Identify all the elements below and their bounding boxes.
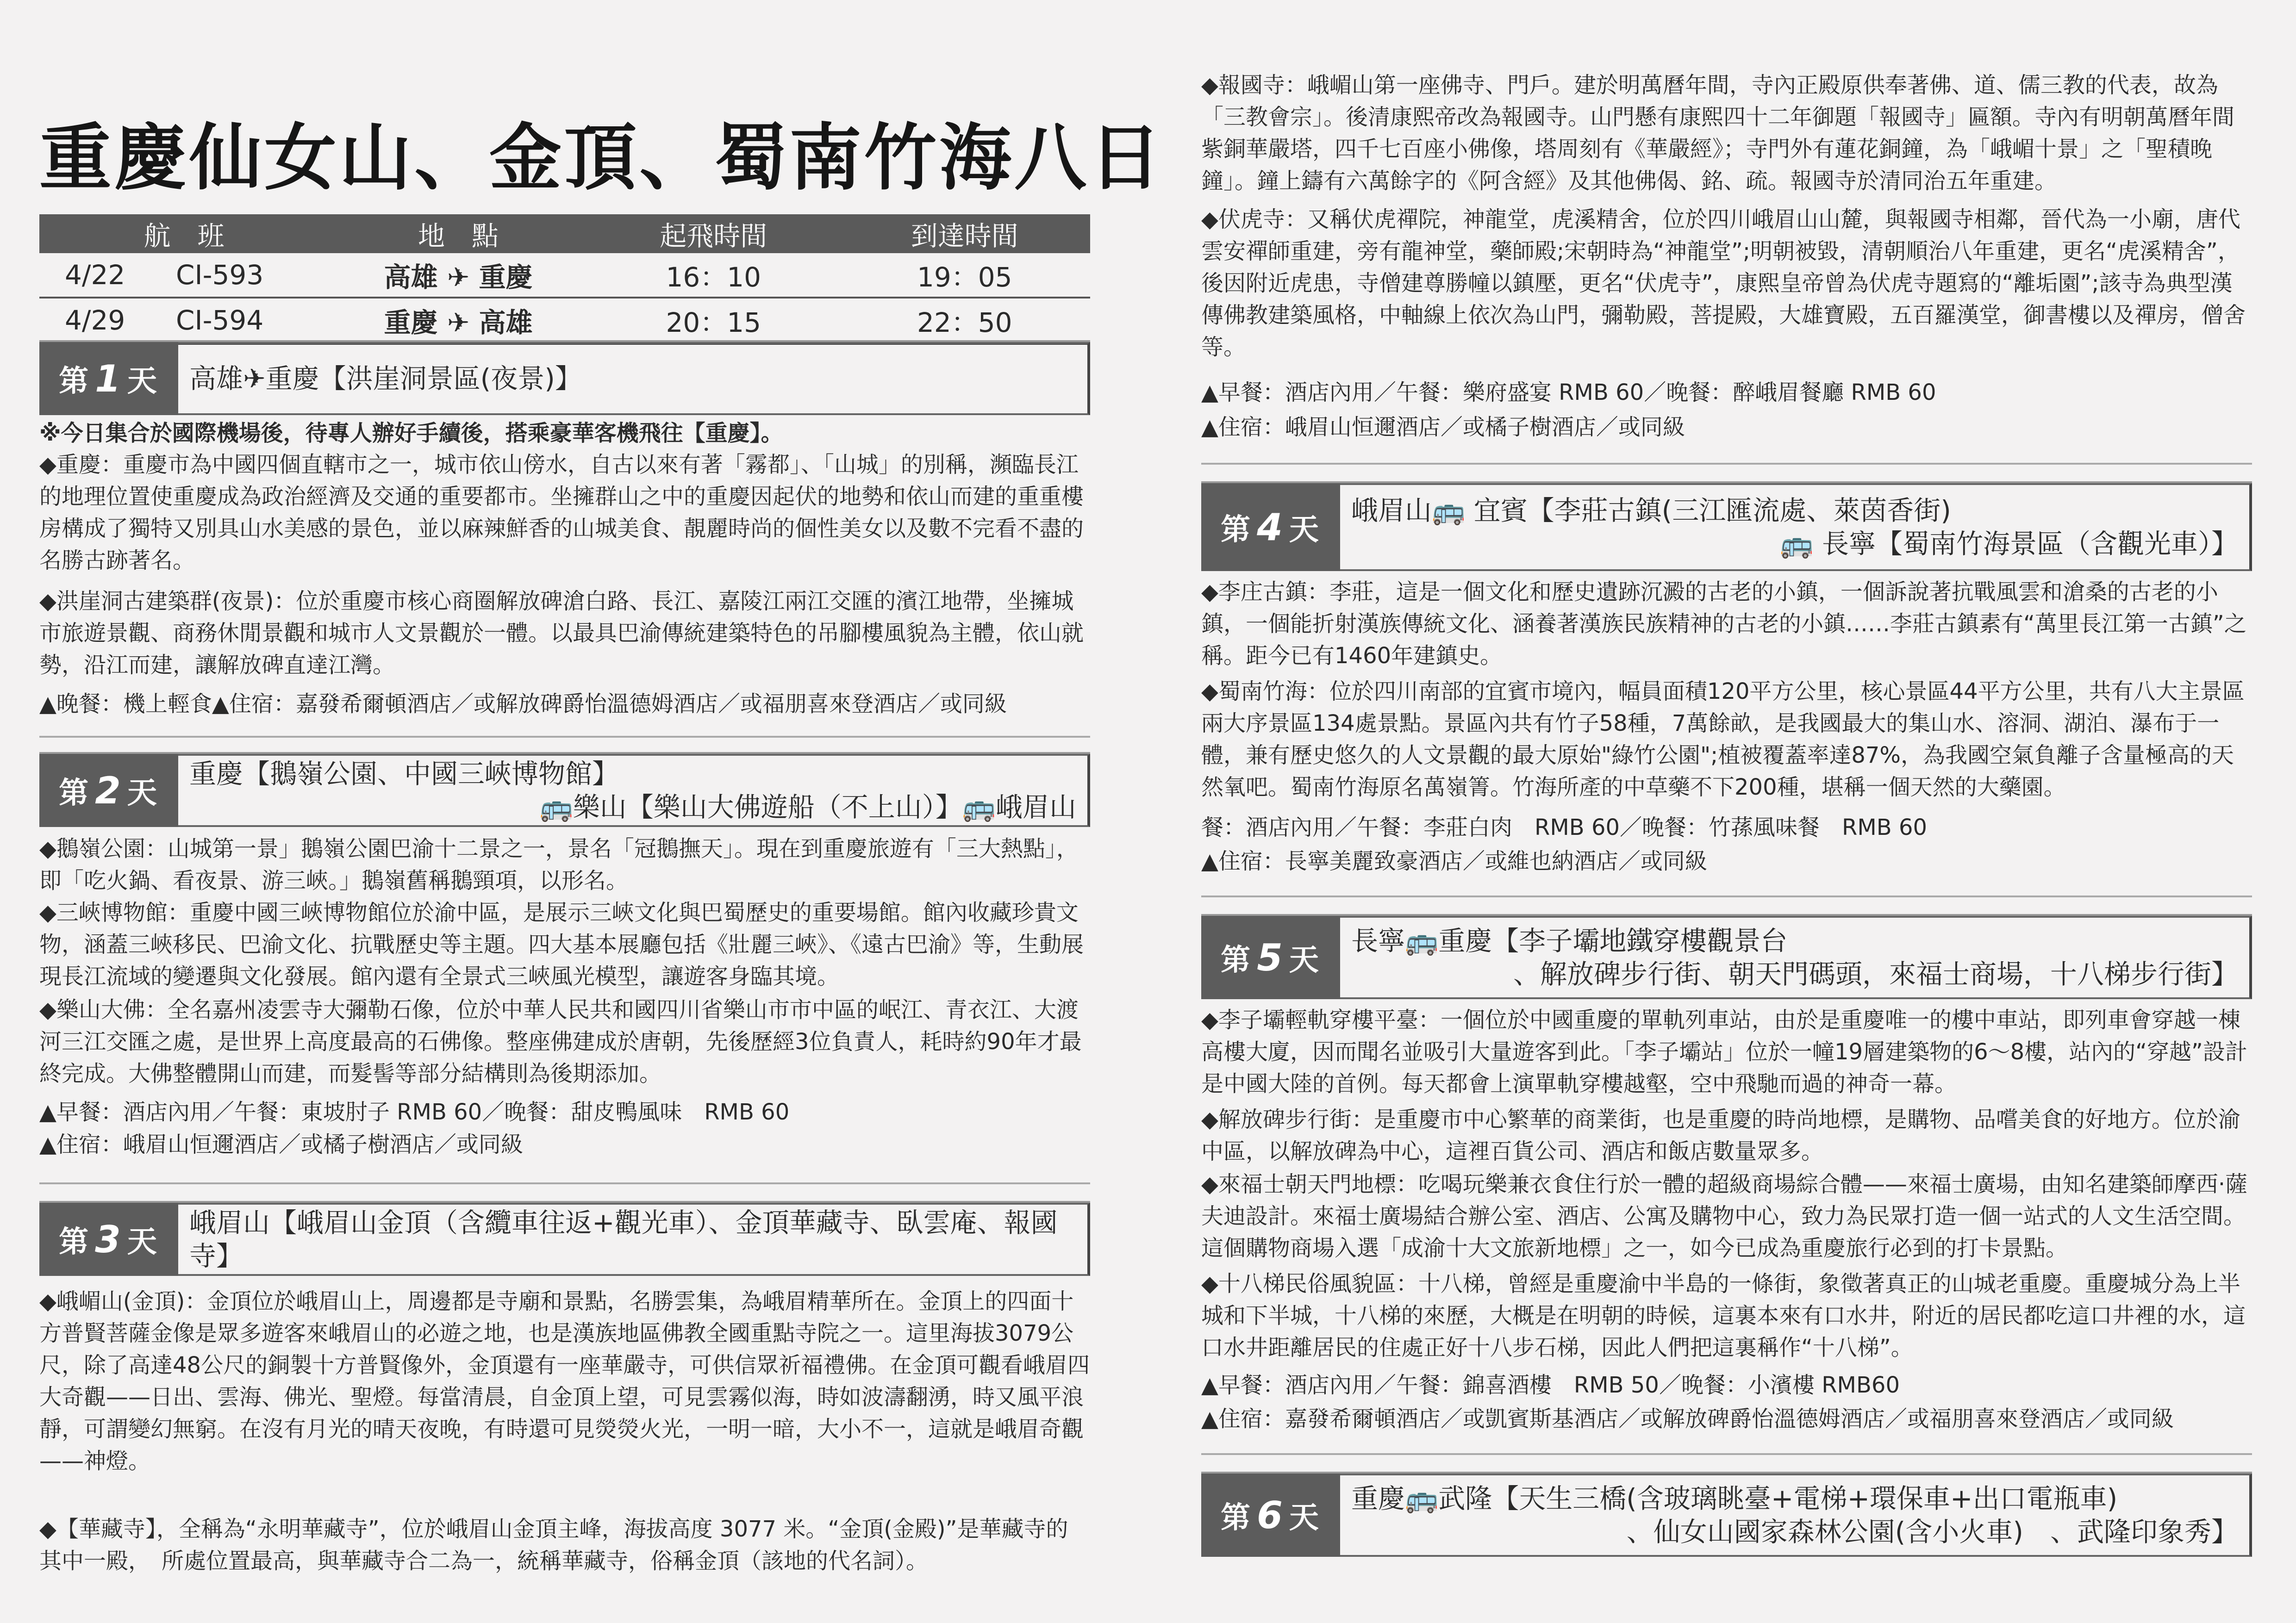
day-label-pre: 第 <box>59 1225 91 1259</box>
day-4-header <box>1201 481 2252 571</box>
day-label-pre: 第 <box>59 364 91 398</box>
day-3-header <box>39 1201 1090 1276</box>
day-label-post: 天 <box>127 364 159 398</box>
day-4-heading-line-1: 峨眉山🚌 宜賓【李莊古鎮(三江匯流處、萊茵香街) <box>1351 495 1951 526</box>
flight-row <box>39 253 1090 298</box>
day-2-heading-line-2: 🚌樂山【樂山大佛遊船（不上山）】🚌峨眉山 <box>539 791 1076 823</box>
day-5-heading <box>1340 916 2252 999</box>
route-from: 高雄 <box>384 261 438 293</box>
day-2-header <box>39 752 1090 827</box>
flight-number: CI-594 <box>176 298 329 343</box>
divider <box>1201 463 2252 465</box>
day-4-item-lizhuang: ◆李庄古鎮：李莊，這是一個文化和歷史遺跡沉澱的古老的小鎮，一個訴說著抗戰風雲和滄桑的古老的小鎮，一個能折射漢族傳統文化、涵養著漢族民族精神的古老的小鎮……李莊古鎮素有“萬里長江第一古鎮”之稱。距今已有1460年建鎮史。 <box>1201 579 2246 669</box>
day-6-heading-line-2: 、仙女山國家森林公園(含小火車) 、武隆印象秀】 <box>1626 1516 2238 1548</box>
header-departure: 起飛時間 <box>588 214 839 253</box>
header-arrival: 到達時間 <box>839 214 1091 253</box>
departure-time: 20：15 <box>588 298 839 343</box>
day-6-heading <box>1340 1474 2252 1557</box>
day-3-meals: ▲早餐：酒店內用／午餐：樂府盛宴 RMB 60／晚餐：醉峨眉餐廳 RMB 60 <box>1201 379 1936 405</box>
day-2-item-museum: ◆三峽博物館：重慶中國三峽博物館位於渝中區，是展示三峽文化與巴蜀歷史的重要場館。館內收藏珍貴文物，涵蓋三峽移民、巴渝文化、抗戰歷史等主題。四大基本展廳包括《壯麗三峽》、《遠古巴渝》等，生動展現長江流域的變遷與文化發展。館內還有全景式三峽風光模型，讓遊客身臨其境。 <box>39 900 1084 989</box>
divider <box>1201 1453 2252 1455</box>
day-1-meal-stay: ▲晚餐：機上輕食▲住宿：嘉發希爾頓酒店／或解放碑爵怡溫德姆酒店／或福朋喜來登酒店／或同級 <box>39 691 1007 717</box>
route-to: 高雄 <box>479 307 533 338</box>
day-1-heading <box>178 342 1090 415</box>
day-number: 4 <box>1257 505 1285 549</box>
day-5-heading-line-1: 長寧🚌重慶【李子壩地鐵穿樓觀景台 <box>1351 925 1788 957</box>
day-6-heading-line-1: 重慶🚌武隆【天生三橋(含玻璃眺臺+電梯+環保車+出口電瓶車) <box>1351 1483 2118 1514</box>
header-location: 地 點 <box>329 214 588 253</box>
day-2-meals: ▲早餐：酒店內用／午餐：東坡肘子 RMB 60／晚餐：甜皮鴨風味 RMB 60 <box>39 1099 790 1125</box>
page-title: 重慶仙女山、金頂、蜀南竹海八日 <box>39 116 1164 200</box>
day-6-header <box>1201 1472 2252 1557</box>
day-label-pre: 第 <box>1221 513 1253 547</box>
day-1-header <box>39 340 1090 415</box>
flight-date: 4/22 <box>39 253 176 298</box>
day-5-item-liziba: ◆李子壩輕軌穿樓平臺：一個位於中國重慶的單軌列車站，由於是重慶唯一的樓中車站，即列車會穿越一棟高樓大廈，因而聞名並吸引大量遊客到此。「李子壩站」位於一幢19層建築物的6～8樓，站內的“穿越”設計是中國大陸的首例。每天都會上演單軌穿樓越壑，空中飛馳而過的神奇一幕。 <box>1201 1007 2247 1097</box>
day-label-post: 天 <box>1289 943 1321 977</box>
day-2-heading <box>178 754 1090 827</box>
day-1-item-hongyadong: ◆洪崖洞古建築群(夜景)：位於重慶市核心商圈解放碑滄白路、長江、嘉陵江兩江交匯的濱江地帶，坐擁城市旅遊景觀、商務休閒景觀和城市人文景觀於一體。以最具巴渝傳統建築特色的吊腳樓風貌為主體，依山就勢，沿江而建，讓解放碑直達江灣。 <box>39 588 1084 678</box>
day-5-stay: ▲住宿：嘉發希爾頓酒店／或凱賓斯基酒店／或解放碑爵怡溫德姆酒店／或福朋喜來登酒店／或同級 <box>1201 1406 2174 1432</box>
flight-route <box>329 253 588 298</box>
flight-table-header <box>39 214 1090 253</box>
day-2-item-eling: ◆鵝嶺公園：山城第一景」鵝嶺公園巴渝十二景之一，景名「冠鵝撫天」。現在到重慶旅遊有「三大熱點」，即「吃火鍋、看夜景、游三峽。」鵝嶺舊稱鵝頸項，以形名。 <box>39 836 1079 894</box>
plane-icon: ✈ <box>447 307 470 338</box>
day-number: 2 <box>95 769 123 812</box>
divider <box>39 1182 1090 1184</box>
arrival-time: 22：50 <box>839 298 1091 343</box>
day-3-heading <box>178 1203 1090 1276</box>
day-4-heading <box>1340 483 2252 571</box>
day-4-stay: ▲住宿：長寧美麗致豪酒店／或維也納酒店／或同級 <box>1201 848 1707 874</box>
day-2-heading-line-1: 重慶【鵝嶺公園、中國三峽博物館】 <box>189 758 619 790</box>
flight-date: 4/29 <box>39 298 176 343</box>
day-5-item-raffles: ◆來福士朝天門地標：吃喝玩樂兼衣食住行於一體的超級商場綜合體——來福士廣場，由知名建築師摩西·薩夫迪設計。來福士廣場結合辦公室、酒店、公寓及購物中心，致力為民眾打造一個一站式的人文生活空間。這個購物商場入選「成渝十大文旅新地標」之一，如今已成為重慶旅行必到的打卡景點。 <box>1201 1171 2248 1261</box>
departure-time: 16：10 <box>588 253 839 298</box>
day-5-item-shibati: ◆十八梯民俗風貌區：十八梯，曾經是重慶渝中半島的一條街，象徵著真正的山城老重慶。重慶城分為上半城和下半城，十八梯的來歷，大概是在明朝的時候，這裏本來有口水井，附近的居民都吃這口井裡的水，這口水井距離居民的住處正好十八步石梯，因此人們把這裏稱作“十八梯”。 <box>1201 1271 2246 1361</box>
day-2-badge <box>39 754 178 827</box>
plane-icon: ✈ <box>447 261 470 293</box>
day-3-stay: ▲住宿：峨眉山恒邇酒店／或橘子樹酒店／或同級 <box>1201 414 1685 440</box>
day-2-stay: ▲住宿：峨眉山恒邇酒店／或橘子樹酒店／或同級 <box>39 1132 523 1157</box>
day-5-heading-line-2: 、解放碑步行街、朝天門碼頭，來福士商場，十八梯步行街】 <box>1513 958 2238 990</box>
day-3-heading-text: 峨眉山【峨眉山金頂（含纜車往返+觀光車）、金頂華藏寺、臥雲庵、報國寺】 <box>189 1207 1058 1272</box>
day-label-pre: 第 <box>1221 1501 1253 1535</box>
day-5-badge <box>1201 916 1340 999</box>
day-4-badge <box>1201 483 1340 571</box>
day-label-pre: 第 <box>59 776 91 810</box>
route-from: 重慶 <box>384 307 438 338</box>
day-number: 3 <box>95 1218 123 1261</box>
day-3-item-fuhu: ◆伏虎寺：又稱伏虎禪院，神龍堂，虎溪精舍，位於四川峨眉山山麓，與報國寺相鄰，晉代為一小廟，唐代雲安禪師重建，旁有龍神堂，藥師殿;宋朝時為“神龍堂”;明朝被毀，清朝順治八年重建，更名“虎溪精舍”，後因附近虎患，寺僧建尊勝幢以鎮壓，更名“伏虎寺”，康熙皇帝曾為伏虎寺題寫的“離垢園”;該寺為典型漢傳佛教建築風格，中軸線上依次為山門，彌勒殿，菩提殿，大雄寶殿，五百羅漢堂，御書樓以及禪房，僧舍等。 <box>1201 206 2246 360</box>
day-1-heading-text: 高雄✈重慶【洪崖洞景區(夜景)】 <box>189 363 582 394</box>
day-6-badge <box>1201 1474 1340 1557</box>
divider <box>39 736 1090 738</box>
day-4-heading-line-2: 🚌 長寧【蜀南竹海景區（含觀光車）】 <box>1780 528 2238 560</box>
day-3-item-huazang: ◆【華藏寺】，全稱為“永明華藏寺”，位於峨眉山金頂主峰，海拔高度 3077 米。“金頂(金殿)”是華藏寺的其中一殿， 所處位置最高，與華藏寺合二為一，統稱華藏寺，俗稱金頂（該地的代名詞）。 <box>39 1516 1068 1574</box>
right-column <box>1201 0 2266 1623</box>
day-2-item-leshan: ◆樂山大佛：全名嘉州凌雲寺大彌勒石像，位於中華人民共和國四川省樂山市市中區的岷江、青衣江、大渡河三江交匯之處，是世界上高度最高的石佛像。整座佛建成於唐朝，先後歷經3位負責人，耗時約90年才最終完成。大佛整體開山而建，而髮髻等部分結構則為後期添加。 <box>39 997 1082 1087</box>
day-number: 5 <box>1257 936 1285 979</box>
day-1-item-chongqing: ◆重慶：重慶市為中國四個直轄市之一，城市依山傍水，自古以來有著「霧都」、「山城」的別稱，瀕臨長江的地理位置使重慶成為政治經濟及交通的重要都市。坐擁群山之中的重慶因起伏的地勢和依山而建的重重樓房構成了獨特又別具山水美感的景色，並以麻辣鮮香的山城美食、靚麗時尚的個性美女以及數不完看不盡的名勝古跡著名。 <box>39 452 1084 573</box>
day-label-pre: 第 <box>1221 943 1253 977</box>
day-5-meals: ▲早餐：酒店內用／午餐：錦喜酒樓 RMB 50／晚餐：小濱樓 RMB60 <box>1201 1372 1900 1398</box>
day-4-meals: 餐：酒店內用／午餐：李莊白肉 RMB 60／晚餐：竹蓀風味餐 RMB 60 <box>1201 815 1928 840</box>
day-5-item-jiefangbei: ◆解放碑步行街：是重慶市中心繁華的商業街，也是重慶的時尚地標，是購物、品嚐美食的好地方。位於渝中區，以解放碑為中心，這裡百貨公司、酒店和飯店數量眾多。 <box>1201 1107 2240 1164</box>
flight-number: CI-593 <box>176 253 329 298</box>
day-number: 6 <box>1257 1493 1285 1537</box>
day-label-post: 天 <box>127 776 159 810</box>
day-1-note: ※今日集合於國際機場後，待專人辦好手續後，搭乘豪華客機飛往【重慶】。 <box>39 420 783 446</box>
flight-table <box>39 214 1090 345</box>
flight-route <box>329 298 588 343</box>
day-3-badge <box>39 1203 178 1276</box>
day-label-post: 天 <box>1289 1501 1321 1535</box>
day-5-header <box>1201 914 2252 999</box>
flight-row <box>39 298 1090 343</box>
route-to: 重慶 <box>479 261 533 293</box>
header-flight: 航 班 <box>39 214 329 253</box>
divider <box>1201 895 2252 897</box>
day-3-item-jinding: ◆峨嵋山(金頂)：金頂位於峨眉山上，周邊都是寺廟和景點，名勝雲集，為峨眉精華所在。金頂上的四面十方普賢菩薩金像是眾多遊客來峨眉山的必遊之地，也是漢族地區佛教全國重點寺院之一。這里海拔3079公尺，除了高達48公尺的銅製十方普賢像外，金頂還有一座華嚴寺，可供信眾祈福禮佛。在金頂可觀看峨眉四大奇觀——日出、雲海、佛光、聖燈。每當清晨，自金頂上望，可見雲霧似海，時如波濤翻湧，時又風平浪靜，可謂變幻無窮。在沒有月光的晴天夜晚，有時還可見熒熒火光，一明一暗，大小不一，這就是峨眉奇觀——神燈。 <box>39 1288 1090 1474</box>
day-label-post: 天 <box>1289 513 1321 547</box>
day-3-item-baoguo: ◆報國寺：峨嵋山第一座佛寺、門戶。建於明萬曆年間，寺內正殿原供奉著佛、道、儒三教的代表，故為「三教會宗」。後清康熙帝改為報國寺。山門懸有康熙四十二年御題「報國寺」匾額。寺內有明朝萬曆年間紫銅華嚴塔，四千七百座小佛像，塔周刻有《華嚴經》；寺門外有蓮花銅鐘，為「峨嵋十景」之「聖積晚鐘」。鐘上鑄有六萬餘字的《阿含經》及其他佛偈、銘、疏。報國寺於清同治五年重建。 <box>1201 72 2235 194</box>
day-1-badge <box>39 342 178 415</box>
day-4-item-bamboo-sea: ◆蜀南竹海：位於四川南部的宜賓市境內，幅員面積120平方公里，核心景區44平方公里，共有八大主景區兩大序景區134處景點。景區內共有竹子58種，7萬餘畝，是我國最大的集山水、溶洞、湖泊、瀑布于一體，兼有歷史悠久的人文景觀的最大原始"綠竹公園";植被覆蓋率達87%，為我國空氣負離子含量極高的天然氧吧。蜀南竹海原名萬嶺箐。竹海所產的中草藥不下200種，堪稱一個天然的大藥園。 <box>1201 678 2245 800</box>
day-number: 1 <box>95 357 123 400</box>
left-column <box>39 0 1164 1623</box>
day-label-post: 天 <box>127 1225 159 1259</box>
arrival-time: 19：05 <box>839 253 1091 298</box>
